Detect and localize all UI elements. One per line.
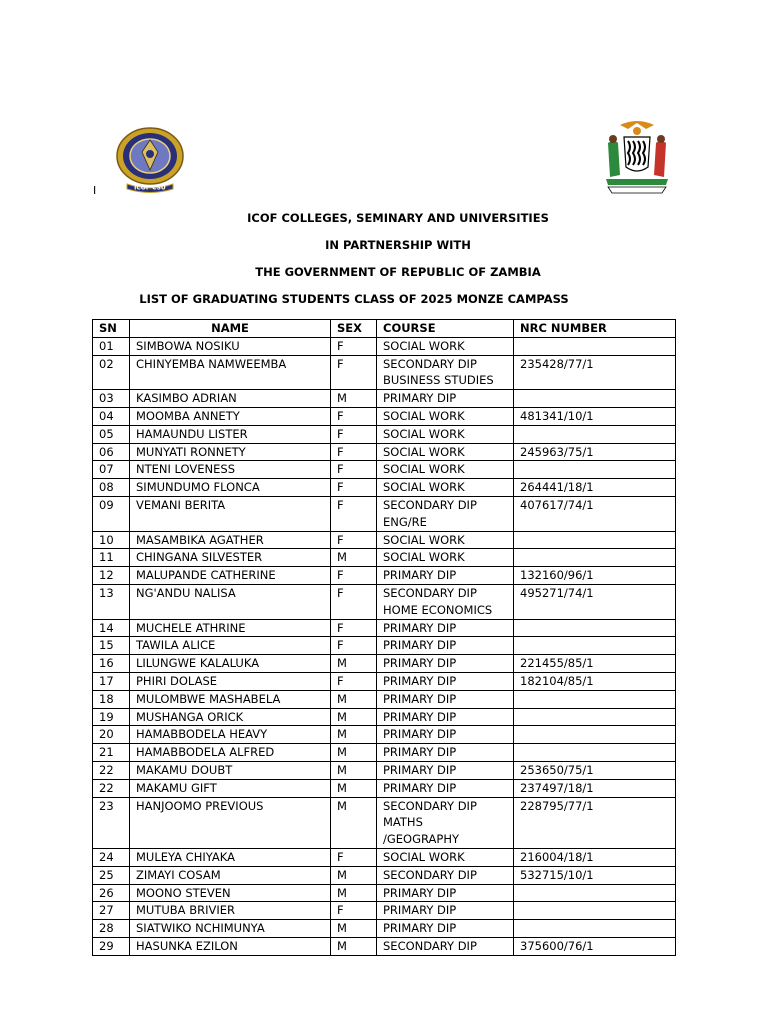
cell-nrc-number: 407617/74/1 xyxy=(514,496,676,531)
cell-sn: 24 xyxy=(93,848,130,866)
cell-name: MOONO STEVEN xyxy=(130,884,331,902)
table-row xyxy=(93,797,676,848)
cell-sn: 26 xyxy=(93,884,130,902)
cell-course: SOCIAL WORK xyxy=(377,337,514,355)
cell-nrc-number xyxy=(514,744,676,762)
cell-nrc-number xyxy=(514,726,676,744)
cell-course: SOCIAL WORK xyxy=(377,848,514,866)
cell-sex: F xyxy=(331,337,377,355)
cell-sn: 15 xyxy=(93,637,130,655)
cell-course: PRIMARY DIP xyxy=(377,390,514,408)
cell-nrc-number xyxy=(514,549,676,567)
cell-course: PRIMARY DIP xyxy=(377,619,514,637)
table-row xyxy=(93,496,676,531)
cell-sex: F xyxy=(331,425,377,443)
cell-nrc-number: 182104/85/1 xyxy=(514,672,676,690)
table-row xyxy=(93,531,676,549)
cell-sn: 08 xyxy=(93,479,130,497)
cell-course: PRIMARY DIP xyxy=(377,744,514,762)
cell-sn: 02 xyxy=(93,355,130,390)
cell-sex: F xyxy=(331,584,377,619)
cell-course: PRIMARY DIP xyxy=(377,779,514,797)
table-row xyxy=(93,761,676,779)
cell-nrc-number: 264441/18/1 xyxy=(514,479,676,497)
cell-sex: M xyxy=(331,884,377,902)
cell-name: MULOMBWE MASHABELA xyxy=(130,690,331,708)
header-course: COURSE xyxy=(377,320,514,338)
cell-sn: 16 xyxy=(93,655,130,673)
cell-nrc-number xyxy=(514,637,676,655)
cell-sex: F xyxy=(331,479,377,497)
cell-name: HANJOOMO PREVIOUS xyxy=(130,797,331,848)
cell-sn: 19 xyxy=(93,708,130,726)
cell-name: MOOMBA ANNETY xyxy=(130,407,331,425)
cell-nrc-number xyxy=(514,425,676,443)
cell-sn: 20 xyxy=(93,726,130,744)
cell-nrc-number xyxy=(514,902,676,920)
cell-nrc-number: 495271/74/1 xyxy=(514,584,676,619)
cell-sex: M xyxy=(331,655,377,673)
cell-name: NG'ANDU NALISA xyxy=(130,584,331,619)
cell-sex: F xyxy=(331,567,377,585)
cell-sex: M xyxy=(331,779,377,797)
cell-sex: M xyxy=(331,797,377,848)
cell-nrc-number xyxy=(514,619,676,637)
cell-sn: 25 xyxy=(93,866,130,884)
cell-course: PRIMARY DIP xyxy=(377,567,514,585)
cell-name: HAMABBODELA HEAVY xyxy=(130,726,331,744)
cell-nrc-number: 245963/75/1 xyxy=(514,443,676,461)
table-header-row xyxy=(93,320,676,338)
cell-course: SOCIAL WORK xyxy=(377,549,514,567)
cell-name: MASAMBIKA AGATHER xyxy=(130,531,331,549)
cell-name: VEMANI BERITA xyxy=(130,496,331,531)
cell-sex: M xyxy=(331,920,377,938)
cell-course: SECONDARY DIP MATHS /GEOGRAPHY xyxy=(377,797,514,848)
cell-nrc-number xyxy=(514,920,676,938)
cell-sex: M xyxy=(331,937,377,955)
cell-sn: 11 xyxy=(93,549,130,567)
cell-sex: F xyxy=(331,672,377,690)
cell-course: SOCIAL WORK xyxy=(377,407,514,425)
cell-name: MUNYATI RONNETY xyxy=(130,443,331,461)
cell-sex: M xyxy=(331,866,377,884)
cell-name: LILUNGWE KALALUKA xyxy=(130,655,331,673)
cell-sex: M xyxy=(331,744,377,762)
government-line: THE GOVERNMENT OF REPUBLIC OF ZAMBIA xyxy=(255,265,541,279)
cell-course: PRIMARY DIP xyxy=(377,655,514,673)
cell-sex: F xyxy=(331,637,377,655)
cell-nrc-number: 132160/96/1 xyxy=(514,567,676,585)
cell-sex: F xyxy=(331,619,377,637)
cell-sn: 17 xyxy=(93,672,130,690)
cell-sex: M xyxy=(331,690,377,708)
cell-course: SOCIAL WORK xyxy=(377,461,514,479)
table-row xyxy=(93,848,676,866)
cell-sn: 07 xyxy=(93,461,130,479)
cell-name: HAMABBODELA ALFRED xyxy=(130,744,331,762)
table-row xyxy=(93,584,676,619)
cell-sex: F xyxy=(331,461,377,479)
header-sn: SN xyxy=(93,320,130,338)
table-row xyxy=(93,672,676,690)
list-title: LIST OF GRADUATING STUDENTS CLASS OF 2025 MONZE CAMPASS xyxy=(139,292,569,306)
cell-name: SIATWIKO NCHIMUNYA xyxy=(130,920,331,938)
cell-name: PHIRI DOLASE xyxy=(130,672,331,690)
cell-sn: 10 xyxy=(93,531,130,549)
cell-nrc-number xyxy=(514,531,676,549)
cell-name: NTENI LOVENESS xyxy=(130,461,331,479)
cell-name: HAMAUNDU LISTER xyxy=(130,425,331,443)
logo-text: ICOF CSU xyxy=(134,184,166,192)
zambia-coat-of-arms-logo xyxy=(600,117,674,195)
cell-name: SIMBOWA NOSIKU xyxy=(130,337,331,355)
header-name: NAME xyxy=(130,320,331,338)
cell-course: PRIMARY DIP xyxy=(377,690,514,708)
header-nrc-number: NRC NUMBER xyxy=(514,320,676,338)
cell-name: SIMUNDUMO FLONCA xyxy=(130,479,331,497)
graduates-table xyxy=(92,319,676,956)
cell-sn: 01 xyxy=(93,337,130,355)
cell-course: SOCIAL WORK xyxy=(377,425,514,443)
cell-nrc-number: 375600/76/1 xyxy=(514,937,676,955)
cell-name: TAWILA ALICE xyxy=(130,637,331,655)
table-row xyxy=(93,655,676,673)
cell-name: CHINGANA SILVESTER xyxy=(130,549,331,567)
cell-sex: F xyxy=(331,407,377,425)
cell-name: MUCHELE ATHRINE xyxy=(130,619,331,637)
cell-sn: 29 xyxy=(93,937,130,955)
cell-sn: 22 xyxy=(93,779,130,797)
cell-sex: M xyxy=(331,726,377,744)
table-row xyxy=(93,902,676,920)
cell-course: PRIMARY DIP xyxy=(377,902,514,920)
table-row xyxy=(93,355,676,390)
cell-course: SECONDARY DIP BUSINESS STUDIES xyxy=(377,355,514,390)
cell-sn: 21 xyxy=(93,744,130,762)
cell-name: MUSHANGA ORICK xyxy=(130,708,331,726)
cell-course: PRIMARY DIP xyxy=(377,884,514,902)
cell-nrc-number xyxy=(514,337,676,355)
table-row xyxy=(93,866,676,884)
cell-sex: M xyxy=(331,549,377,567)
table-row xyxy=(93,744,676,762)
table-row xyxy=(93,920,676,938)
table-row xyxy=(93,884,676,902)
cell-course: PRIMARY DIP xyxy=(377,920,514,938)
cell-course: PRIMARY DIP xyxy=(377,761,514,779)
cell-sex: F xyxy=(331,355,377,390)
cell-sn: 04 xyxy=(93,407,130,425)
cell-course: SOCIAL WORK xyxy=(377,479,514,497)
cell-name: ZIMAYI COSAM xyxy=(130,866,331,884)
cell-course: PRIMARY DIP xyxy=(377,672,514,690)
table-row xyxy=(93,567,676,585)
table-row xyxy=(93,937,676,955)
cell-sn: 13 xyxy=(93,584,130,619)
cell-nrc-number: 228795/77/1 xyxy=(514,797,676,848)
cell-sex: M xyxy=(331,761,377,779)
cell-nrc-number: 532715/10/1 xyxy=(514,866,676,884)
cell-sn: 27 xyxy=(93,902,130,920)
cell-nrc-number: 253650/75/1 xyxy=(514,761,676,779)
cell-nrc-number: 237497/18/1 xyxy=(514,779,676,797)
cell-course: SECONDARY DIP xyxy=(377,866,514,884)
partnership-line: IN PARTNERSHIP WITH xyxy=(325,238,471,252)
cell-sn: 22 xyxy=(93,761,130,779)
table-row xyxy=(93,726,676,744)
cell-sn: 12 xyxy=(93,567,130,585)
cell-sex: F xyxy=(331,496,377,531)
cell-course: SOCIAL WORK xyxy=(377,443,514,461)
table-row xyxy=(93,779,676,797)
stray-mark: I xyxy=(93,184,97,197)
cell-sex: F xyxy=(331,902,377,920)
cell-nrc-number xyxy=(514,708,676,726)
cell-name: CHINYEMBA NAMWEEMBA xyxy=(130,355,331,390)
table-row xyxy=(93,549,676,567)
icof-csu-logo xyxy=(113,126,187,194)
cell-name: MALUPANDE CATHERINE xyxy=(130,567,331,585)
table-row xyxy=(93,425,676,443)
cell-name: MAKAMU GIFT xyxy=(130,779,331,797)
cell-course: SECONDARY DIP ENG/RE xyxy=(377,496,514,531)
cell-nrc-number xyxy=(514,884,676,902)
cell-sex: F xyxy=(331,531,377,549)
cell-sex: M xyxy=(331,390,377,408)
table-row xyxy=(93,390,676,408)
cell-name: KASIMBO ADRIAN xyxy=(130,390,331,408)
cell-nrc-number: 221455/85/1 xyxy=(514,655,676,673)
cell-sn: 03 xyxy=(93,390,130,408)
cell-course: SECONDARY DIP HOME ECONOMICS xyxy=(377,584,514,619)
header-sex: SEX xyxy=(331,320,377,338)
table-row xyxy=(93,407,676,425)
cell-course: PRIMARY DIP xyxy=(377,726,514,744)
cell-nrc-number xyxy=(514,690,676,708)
cell-sn: 06 xyxy=(93,443,130,461)
cell-sex: F xyxy=(331,443,377,461)
cell-course: SOCIAL WORK xyxy=(377,531,514,549)
cell-name: MUTUBA BRIVIER xyxy=(130,902,331,920)
cell-nrc-number: 481341/10/1 xyxy=(514,407,676,425)
cell-sn: 09 xyxy=(93,496,130,531)
cell-name: MULEYA CHIYAKA xyxy=(130,848,331,866)
cell-course: PRIMARY DIP xyxy=(377,637,514,655)
cell-nrc-number xyxy=(514,461,676,479)
institution-title: ICOF COLLEGES, SEMINARY AND UNIVERSITIES xyxy=(247,211,549,225)
table-row xyxy=(93,690,676,708)
table-row xyxy=(93,461,676,479)
cell-name: MAKAMU DOUBT xyxy=(130,761,331,779)
cell-sn: 05 xyxy=(93,425,130,443)
cell-course: SECONDARY DIP xyxy=(377,937,514,955)
table-row xyxy=(93,337,676,355)
table-row xyxy=(93,479,676,497)
table-row xyxy=(93,637,676,655)
cell-sex: M xyxy=(331,708,377,726)
cell-course: PRIMARY DIP xyxy=(377,708,514,726)
cell-sn: 18 xyxy=(93,690,130,708)
table-row xyxy=(93,619,676,637)
cell-sex: F xyxy=(331,848,377,866)
cell-nrc-number: 235428/77/1 xyxy=(514,355,676,390)
table-row xyxy=(93,708,676,726)
cell-sn: 14 xyxy=(93,619,130,637)
cell-sn: 28 xyxy=(93,920,130,938)
cell-sn: 23 xyxy=(93,797,130,848)
cell-nrc-number: 216004/18/1 xyxy=(514,848,676,866)
cell-name: HASUNKA EZILON xyxy=(130,937,331,955)
table-row xyxy=(93,443,676,461)
cell-nrc-number xyxy=(514,390,676,408)
